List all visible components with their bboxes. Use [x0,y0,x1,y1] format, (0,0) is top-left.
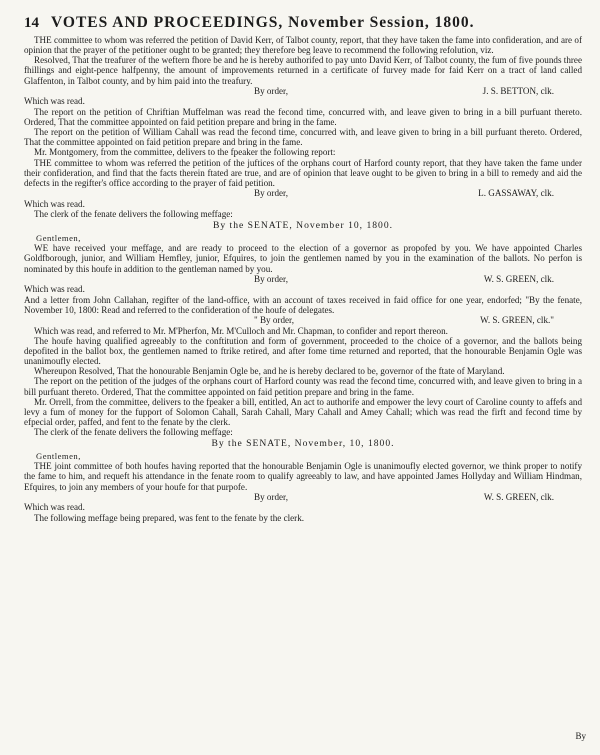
paragraph-senate-message-intro: The clerk of the fenate delivers the following meffage: [34,209,233,220]
paragraph-orrell-bill: Mr. Orrell, from the committee, delivers to the fpeaker a bill, entitled, An act to authorife and empower the levy court of Caroline county to affefs and levy a fum of money for the fupport of Solomon Cahall, Sarah Cahall, Mary Cahall and Amey Cahall; which was read the firft and fecond time by efpecial order, paffed, and fent to the fenate by the clerk. [24,396,582,427]
which-was-read: Which was read. [24,284,85,295]
page-title: VOTES AND PROCEEDINGS, November Session, 1800. [51,14,475,31]
signature-name: W. S. GREEN, clk. [483,273,554,284]
salutation: Gentlemen, [36,233,81,244]
signature-by-order: By order, [254,273,288,284]
paragraph-referred: Which was read, and referred to Mr. M'Pherfon, Mr. M'Culloch and Mr. Chapman, to confider and report thereon. [34,325,448,336]
signature-betton [24,86,582,97]
paragraph-cahall: The report on the petition of William Cahall was read the fecond time, concurred with, and leave given to bring in a bill purfuant thereto. Ordered, That the committee appointed on faid petition prepare and bring in the fame. [24,127,582,148]
signature-by-order: By order, [254,188,288,199]
salutation: Gentlemen, [36,451,81,462]
which-was-read: Which was read. [24,96,85,107]
paragraph-joint-committee: THE joint committee of both houfes having reported that the honourable Benjamin Ogle is unanimoufly elected governor, we think proper to notify the fame to him, and requeft his attendance in the fenate room to qualify agreeably to law, and have appointed James Hollyday and William Hindman, Efquires, to join any members of your houfe for that purpofe. [24,461,582,492]
paragraph-montgomery: Mr. Montgomery, from the committee, delivers to the fpeaker the following report: [34,147,336,158]
page-header [24,14,582,32]
page-number: 14 [24,15,39,31]
paragraph-musselman: The report on the petition of Chriftian Muffelman was read the fecond time, concurred with, and leave given to bring in a bill purfuant thereto. Ordered, That the committee appointed on faid petition prepare and bring in the fame. [24,106,582,127]
paragraph-senate-ballots: WE have received your meffage, and are ready to proceed to the election of a governor as propofed by you. We have appointed Charles Goldfborough, junior, and William Hemfley, junior, Efquires, to join the gentlemen named by you in the examination of the ballots. No perfon is nominated by this houfe in addition to the gentleman named by you. [24,243,582,274]
signature-by-order: By order, [254,491,288,502]
signature-gassaway [24,188,582,199]
paragraph-governor-election: The houfe having qualified agreeably to the conftitution and form of government, proceeded to the choice of a governor, and the ballots being depofited in the ballot box, the gentlemen named to ftrike retired, and after fome time returned and reported, that the honourable Benjamin Ogle was unanimoufly elected. [24,335,582,367]
which-was-read: Which was read. [24,502,85,513]
paragraph-kerr-resolution: Resolved, That the treafurer of the weftern fhore be and he is hereby authorifed to pay unto David Kerr, of Talbot county, the fum of five pounds three fhillings and eight-pence halfpenny, the amount of improvements returned in a certificate of furvey made for faid Kerr on a tract of land called Glaffenton, in Talbot county, and by him paid into the treafury. [24,55,582,86]
paragraph-harford-report: THE committee to whom was referred the petition of the juftices of the orphans court of Harford county report, that they have taken the fame under their confideration, and find that the facts therein ftated are true, and are of opinion that leave ought to be given to bring in a bill to remedy and aid the defects in the regifter's office according to the prayer of faid petition. [24,157,582,188]
paragraph-message-sent: The following meffage being prepared, was fent to the fenate by the clerk. [34,512,305,523]
paragraph-callahan-letter: And a letter from John Callahan, regifter of the land-office, with an account of taxes received in faid office for one year, endorfed; "By the fenate, November 10, 1800: Read and referred to the confideration of the houfe of delegates. [24,294,582,315]
signature-by-order: " By order, [254,314,294,325]
signature-name: L. GASSAWAY, clk. [478,188,554,199]
catchword: By [575,731,586,741]
signature-name: J. S. BETTON, clk. [482,85,554,96]
signature-by-order: By order, [254,85,288,96]
signature-green [24,274,582,285]
paragraph-judges-report: The report on the petition of the judges of the orphans court of Harford county was read the fecond time, concurred with, and leave given to bring in a bill purfuant thereto. Ordered, That the committee appointed on faid petition prepare and bring in the fame. [24,376,582,397]
senate-heading: By the SENATE, November 10, 1800. [212,220,394,232]
senate-heading: By the SENATE, November, 10, 1800. [211,438,395,450]
signature-green-quoted [24,315,582,326]
paragraph-kerr-report: THE committee to whom was referred the petition of David Kerr, of Talbot county, report, that they have taken the fame into confideration, and are of opinion that the prayer of the petitioner ought to be granted; they therefore beg leave to recommend the following refolution, viz. [24,35,582,56]
paragraph-ogle-resolution: Whereupon Resolved, That the honourable Benjamin Ogle be, and he is hereby declared to be, governor of the ftate of Maryland. [34,366,505,377]
paragraph-senate-message-intro: The clerk of the fenate delivers the following meffage: [34,427,233,438]
signature-name: W. S. GREEN, clk. [483,491,554,502]
which-was-read: Which was read. [24,198,85,209]
signature-name: W. S. GREEN, clk." [480,314,554,325]
signature-green [24,492,582,503]
